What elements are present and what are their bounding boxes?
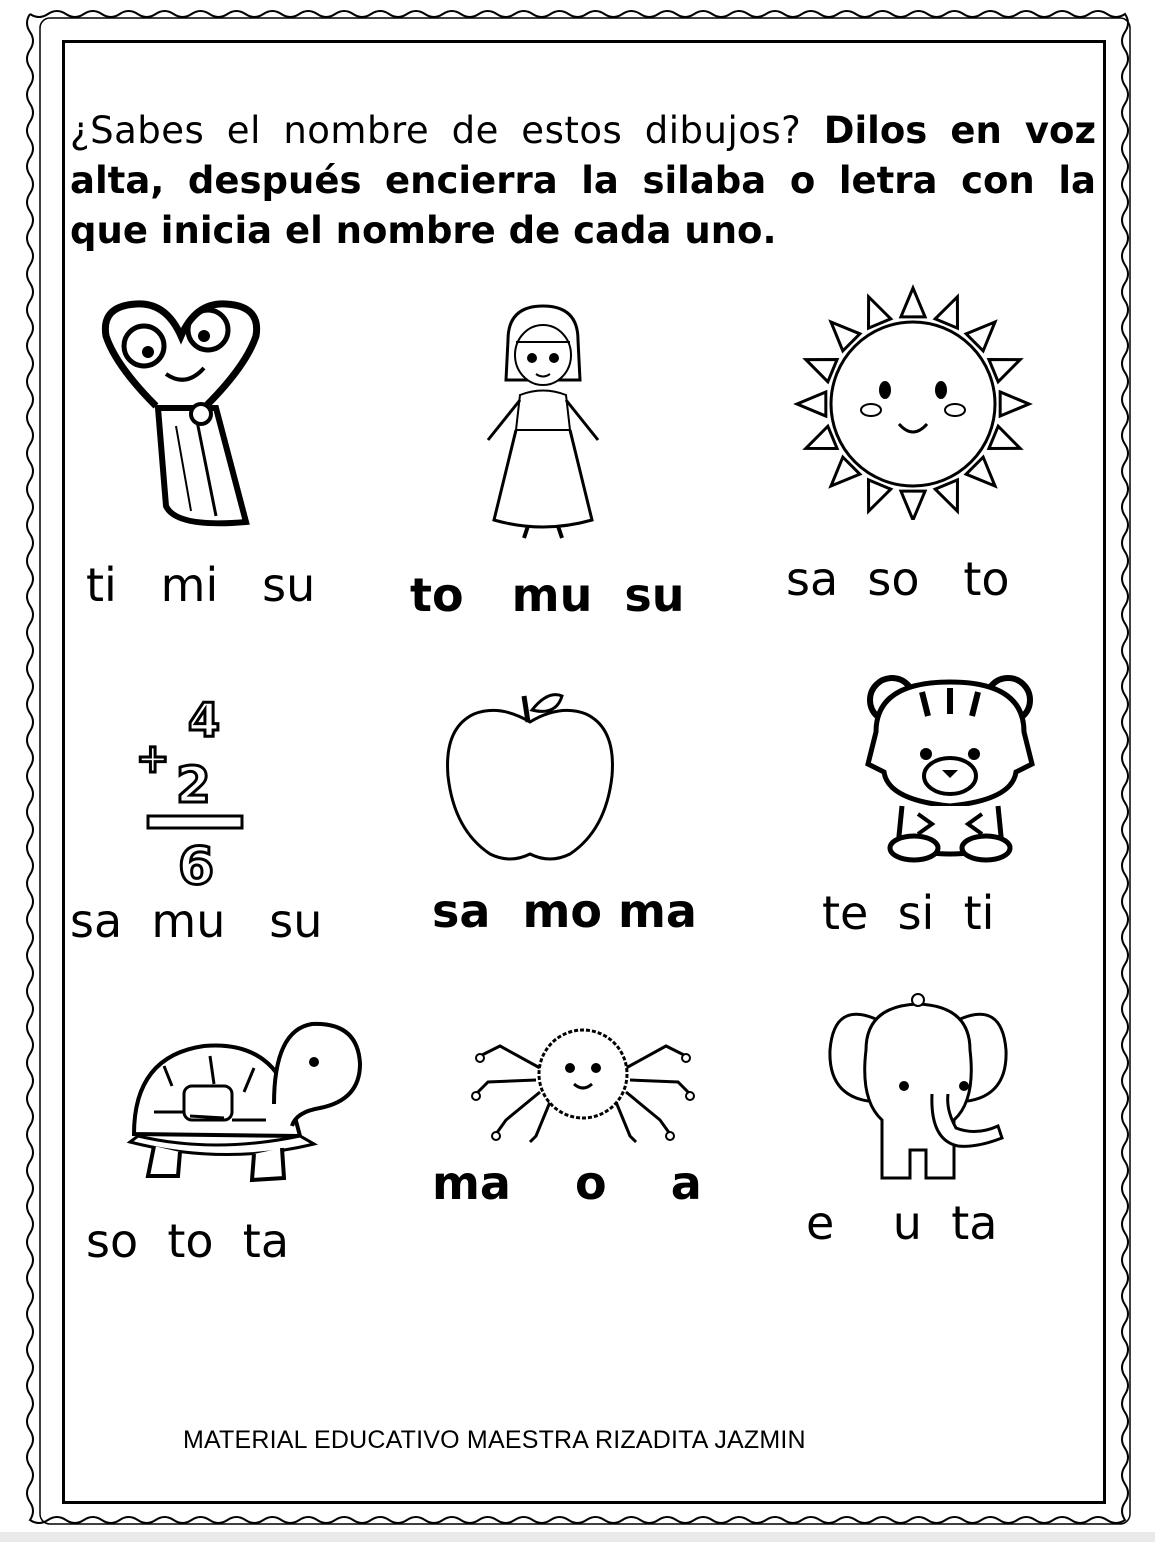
addition-picture	[130, 690, 250, 890]
sum-result: 6	[178, 837, 215, 890]
instruction-text	[70, 106, 1096, 256]
turtle-picture	[124, 1016, 362, 1186]
sun-ray	[806, 426, 837, 448]
syllables-doll[interactable]: to mu su	[410, 568, 685, 622]
doll-picture	[478, 300, 608, 542]
syllables-spider[interactable]: ma o a	[432, 1156, 702, 1210]
sun-ray	[901, 491, 925, 520]
syllables-elephant[interactable]: e u ta	[806, 1196, 998, 1250]
addend-bottom: 2	[176, 756, 211, 814]
plus-sign: +	[136, 736, 170, 782]
syllables-sun[interactable]: sa so to	[786, 552, 1010, 606]
syllables-addition[interactable]: sa mu su	[70, 894, 323, 948]
syllables-scissors[interactable]: ti mi su	[86, 558, 316, 612]
bottom-strip	[0, 1532, 1155, 1542]
instruction-command: Dilos en voz alta, después encierra la silaba o letra con la que inicia el nombre de cada uno.	[70, 109, 1096, 252]
syllables-turtle[interactable]: so to ta	[86, 1214, 290, 1268]
sun-picture	[793, 280, 1033, 520]
instruction-question: ¿Sabes el nombre de estos dibujos?	[70, 109, 824, 152]
addend-top: 4	[188, 693, 221, 747]
sun-ray	[935, 480, 957, 511]
sun-ray	[869, 297, 891, 328]
syllables-apple[interactable]: sa mo ma	[432, 884, 697, 938]
sun-ray	[989, 360, 1020, 382]
apple-picture	[440, 690, 620, 866]
sun-ray	[989, 426, 1020, 448]
footer-credit: MATERIAL EDUCATIVO MAESTRA RIZADITA JAZMIN	[183, 1426, 806, 1454]
spider-picture	[470, 1024, 696, 1146]
sum-line	[148, 816, 242, 828]
syllables-tiger[interactable]: te si ti	[822, 886, 995, 940]
sun-ray	[901, 288, 925, 317]
sun-ray	[1000, 392, 1029, 416]
sun-ray	[806, 360, 837, 382]
sun-ray	[935, 297, 957, 328]
sun-ray	[797, 392, 826, 416]
sun-ray	[869, 480, 891, 511]
elephant-picture	[826, 990, 1010, 1186]
tiger-picture	[862, 672, 1038, 864]
scissors-picture	[96, 296, 276, 528]
